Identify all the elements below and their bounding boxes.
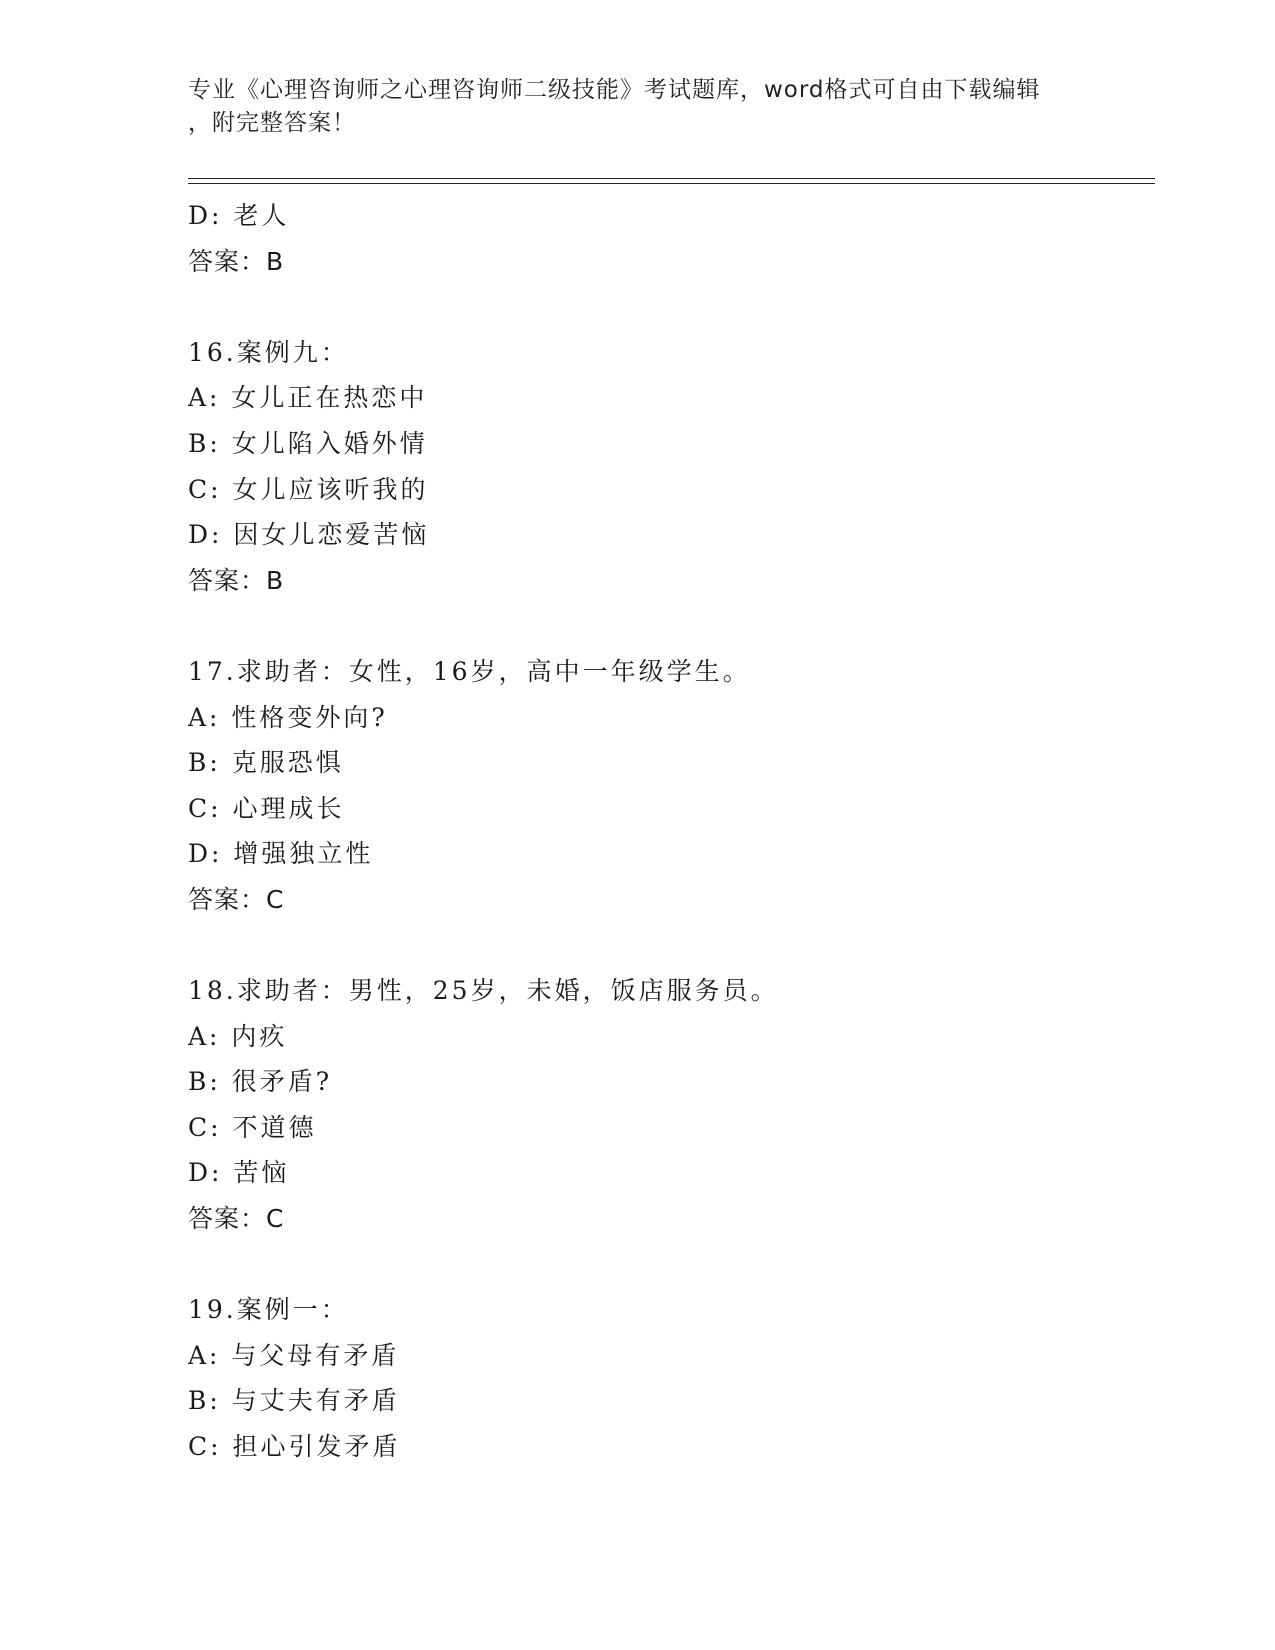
option-b: B: 与丈夫有矛盾 [188,1386,400,1416]
question-17 [188,649,1148,923]
question-stem: 18.求助者：男性，25岁，未婚，饭店服务员。 [188,976,779,1006]
option-b: B: 克服恐惧 [188,748,344,778]
option-d: D: 苦恼 [188,1158,290,1188]
question-stem: 19.案例一： [188,1295,349,1325]
header-subtitle-line: ，附完整答案！ [188,110,356,136]
question-18 [188,968,1148,1242]
spacer [188,284,1148,330]
option-c: C: 不道德 [188,1112,317,1142]
document-body [188,193,1148,1470]
question-stem: 16.案例九： [188,337,349,367]
option-b: B: 女儿陷入婚外情 [188,428,428,458]
option-a: A: 性格变外向? [188,702,388,732]
question-15-tail [188,193,1148,284]
option-c: C: 女儿应该听我的 [188,474,429,504]
option-d: D: 增强独立性 [188,839,374,869]
answer-line: 答案：B [188,565,285,595]
header-title-line: 专业《心理咨询师之心理咨询师二级技能》考试题库，word格式可自由下载编辑 [188,77,1041,103]
option-d: D: 老人 [188,201,290,230]
spacer [188,603,1148,649]
option-a: A: 与父母有矛盾 [188,1340,400,1370]
spacer [188,923,1148,969]
document-header [188,74,1068,140]
question-stem: 17.求助者：女性，16岁，高中一年级学生。 [188,656,751,686]
option-b: B: 很矛盾? [188,1067,333,1097]
question-16 [188,330,1148,604]
option-c: C: 心理成长 [188,793,345,823]
option-d: D: 因女儿恋爱苦恼 [188,520,430,550]
option-a: A: 内疚 [188,1021,288,1051]
header-divider-bottom [188,183,1155,184]
question-19 [188,1287,1148,1469]
answer-line: 答案：C [188,884,285,914]
spacer [188,1242,1148,1288]
header-divider-top [188,178,1155,179]
answer-line: 答案：C [188,1204,285,1234]
option-a: A: 女儿正在热恋中 [188,383,428,413]
option-c: C: 担心引发矛盾 [188,1432,401,1462]
answer-line: 答案：B [188,246,285,276]
